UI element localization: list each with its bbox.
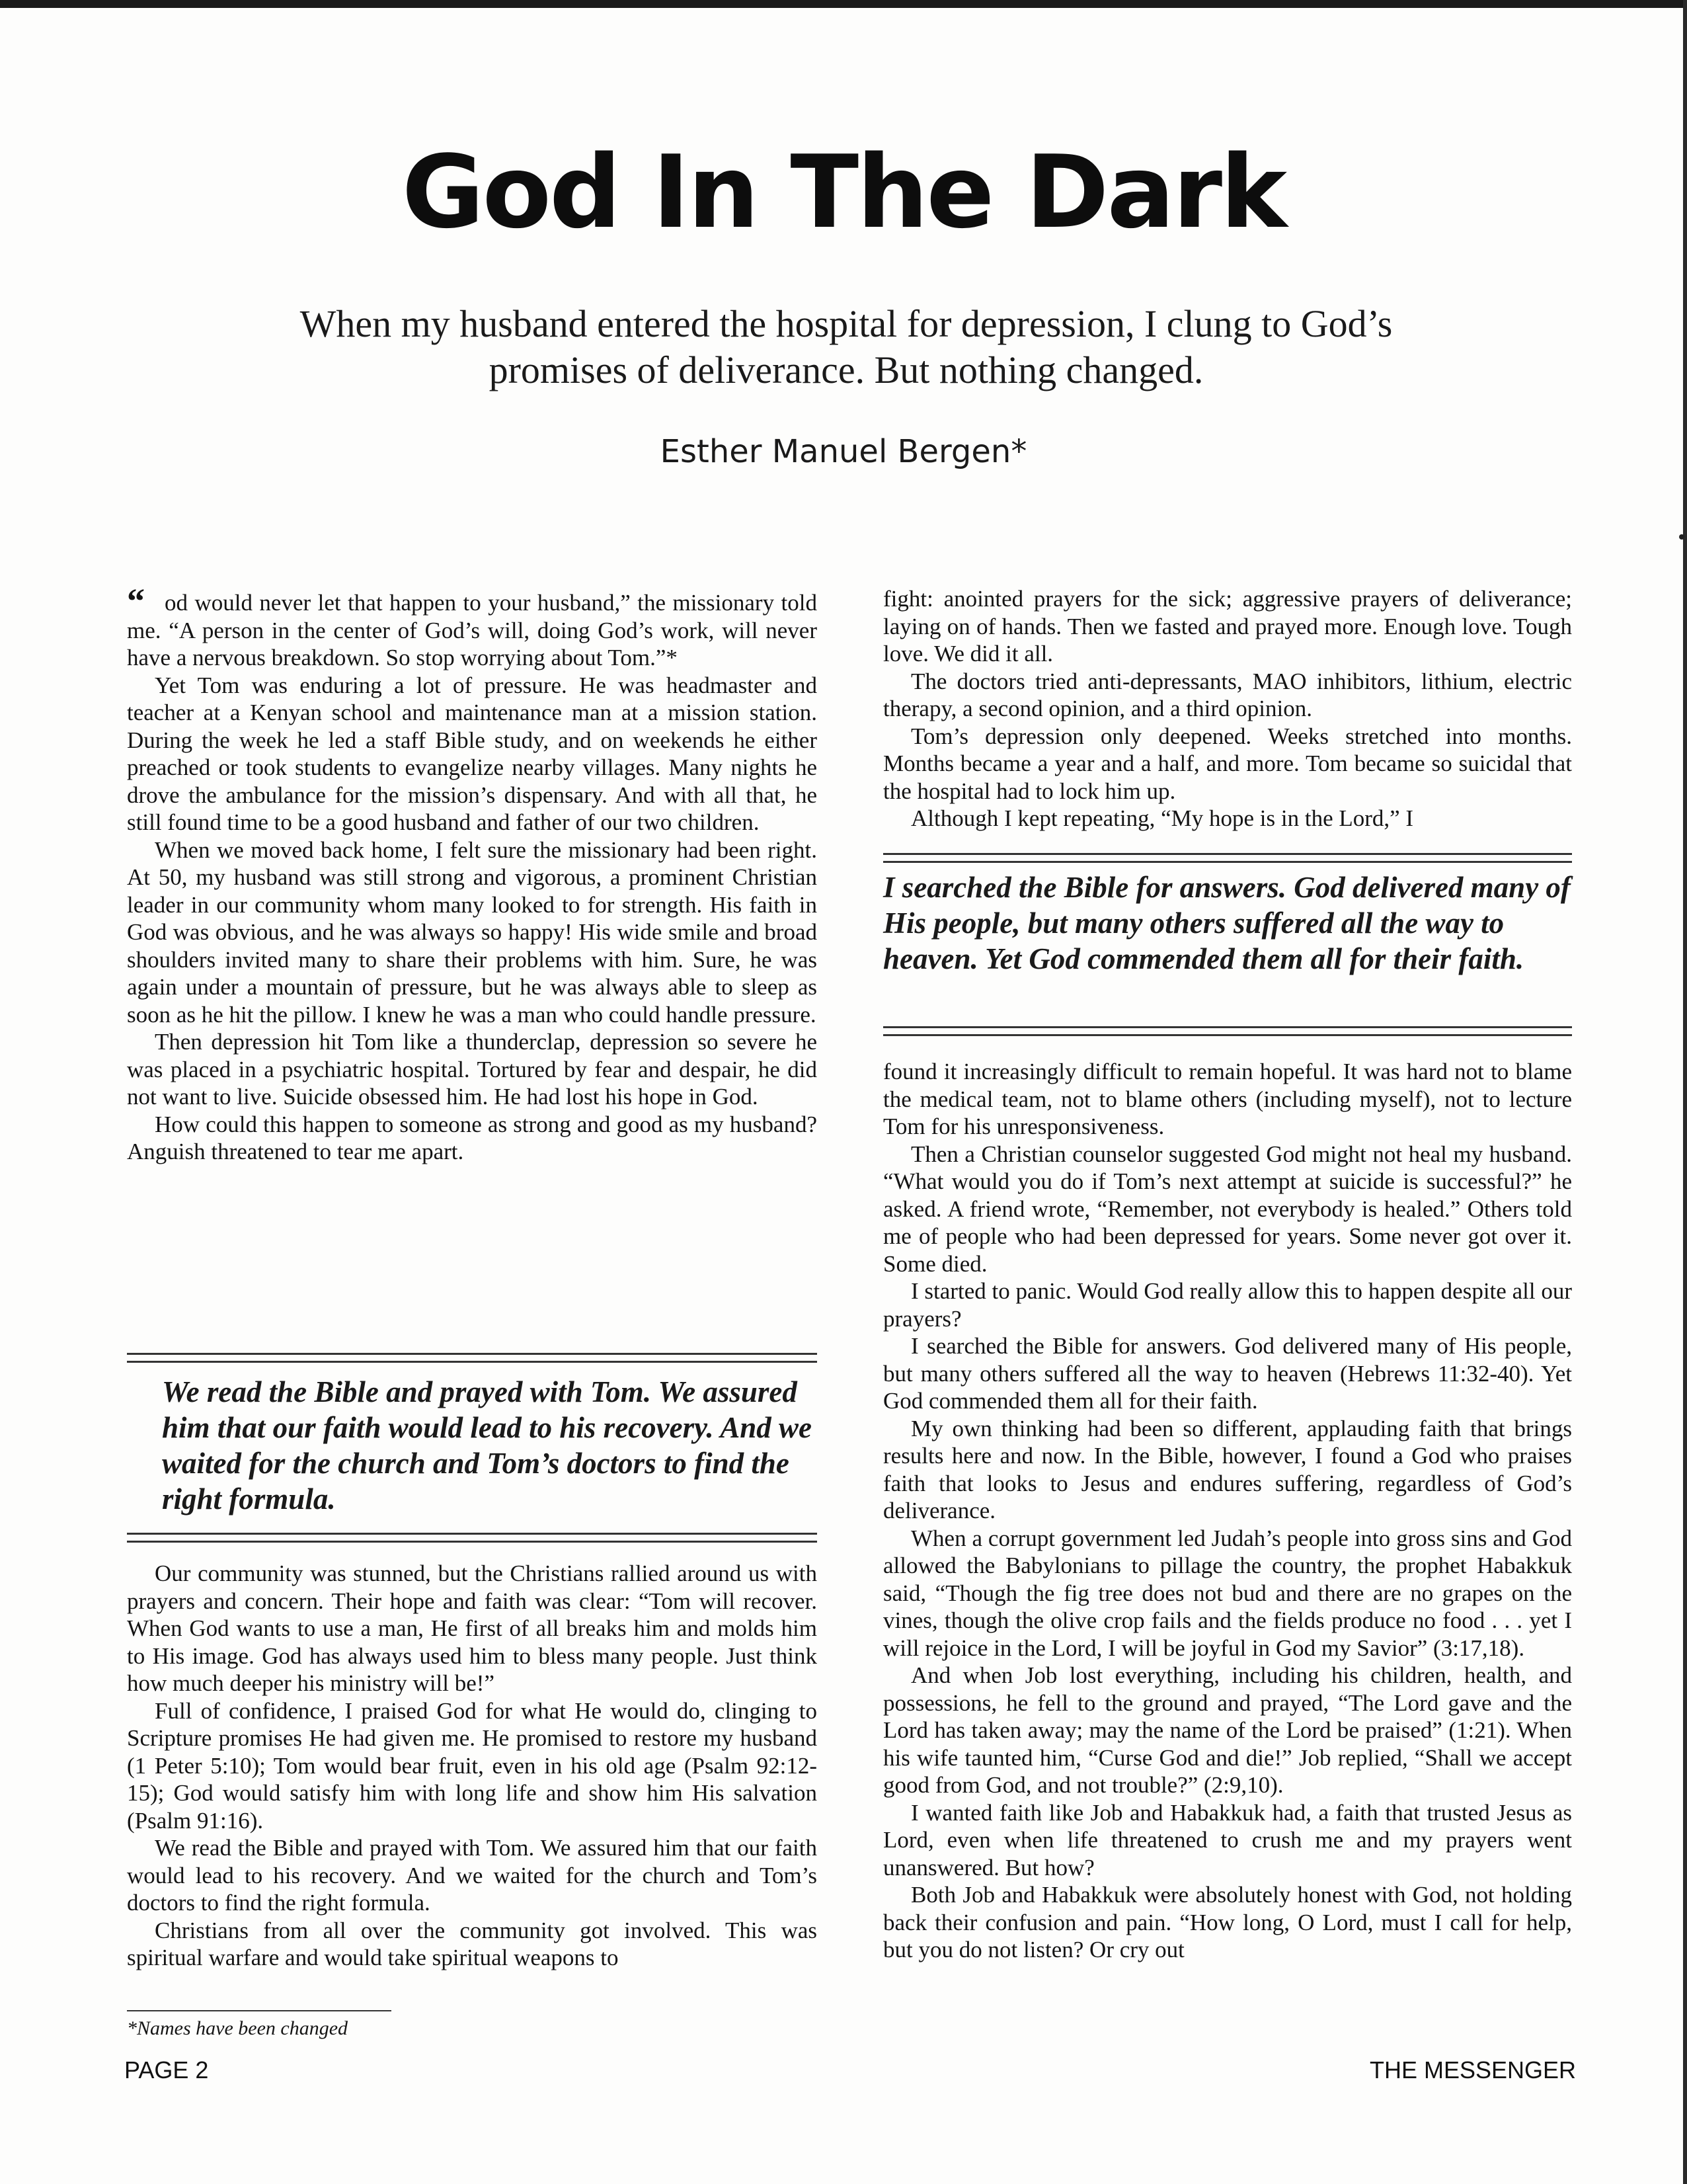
paragraph: Tom’s depression only deepened. Weeks stretched into months. Months became a year and a half, and more. Tom became so suicidal that the hospital had to lock him up. (883, 723, 1572, 804)
article-title: God In The Dark (401, 134, 1286, 251)
paragraph-text: od would never let that happen to your husband,” the missionary told me. “A person in the center of God’s will, doing God’s work, will never have a nervous breakdown. So stop worrying about Tom.”* (127, 590, 817, 670)
footnote-rule (127, 2010, 391, 2011)
paragraph: I searched the Bible for answers. God delivered many of His people, but many others suffered all the way to heaven (Hebrews 11:32-40). Yet God commended them all for their faith. (883, 1333, 1572, 1414)
top-edge-bar (0, 0, 1687, 8)
opening-quote-mark: “ (127, 581, 142, 621)
paragraph: Then a Christian counselor suggested God might not heal my husband. “What would you do if Tom’s next attempt at suicide is successful?” he asked. A friend wrote, “Remember, not everybody is healed.” Others told me of people who had been depressed for years. Some never got over it. Some died. (883, 1141, 1572, 1277)
paragraph: I started to panic. Would God really allow this to happen despite all our prayers? (883, 1278, 1572, 1332)
right-column-top (883, 585, 1572, 832)
right-column-bottom (883, 1058, 1572, 1964)
paragraph: Full of confidence, I praised God for what He would do, clinging to Scripture promises He had given me. He promised to restore my husband (1 Peter 5:10); Tom would bear fruit, even in his old age (Psalm 92:12-15); God would satisfy him with long life and show him His salvation (Psalm 91:16). (127, 1697, 817, 1834)
publication-name: THE MESSENGER (1369, 2056, 1576, 2083)
paragraph: fight: anointed prayers for the sick; aggressive prayers of deliverance; laying on of hands. Then we fasted and prayed more. Enough love. Tough love. We did it all. (883, 586, 1572, 667)
pull-quote-right: I searched the Bible for answers. God delivered many of His people, but many others suffered all the way to heaven. Yet God commended them all for their faith. (883, 871, 1571, 975)
paragraph: Yet Tom was enduring a lot of pressure. He was headmaster and teacher at a Kenyan school and maintenance man at a mission station. During the week he led a staff Bible study, and on weekends he either preached or took students to evangelize nearby villages. Many nights he drove the ambulance for the mission’s dispensary. And with all that, he still found time to be a good husband and father of our two children. (127, 672, 817, 835)
paragraph: Both Job and Habakkuk were absolutely honest with God, not holding back their confusion and pain. “How long, O Lord, must I call for help, but you do not listen? Or cry out (883, 1882, 1572, 1962)
left-column-bottom (127, 1560, 817, 1972)
paragraph: The doctors tried anti-depressants, MAO inhibitors, lithium, electric therapy, a second opinion, and a third opinion. (883, 668, 1572, 721)
article-subtitle: When my husband entered the hospital for depression, I clung to God’s promises of deliverance. But nothing changed. (299, 302, 1393, 391)
paragraph (127, 581, 817, 672)
paragraph: Then depression hit Tom like a thunderclap, depression so severe he was placed in a psychiatric hospital. Tortured by fear and despair, he did not want to live. Suicide obsessed him. He had lost his hope in God. (127, 1029, 817, 1110)
page-number: PAGE 2 (124, 2056, 209, 2083)
double-rule (127, 1353, 817, 1363)
right-edge-bar (1683, 0, 1687, 2184)
double-rule (883, 853, 1572, 863)
paragraph: I wanted faith like Job and Habakkuk had, a faith that trusted Jesus as Lord, even when life threatened to crush me and my prayers went unanswered. But how? (883, 1799, 1572, 1881)
paragraph: found it increasingly difficult to remain hopeful. It was hard not to blame the medical team, not to blame others (including myself), not to lecture Tom for his unresponsiveness. (883, 1059, 1572, 1139)
margin-mark (1679, 534, 1684, 540)
pull-quote-left: We read the Bible and prayed with Tom. We assured him that our faith would lead to his recovery. And we waited for the church and Tom’s doctors to find the right formula. (162, 1375, 812, 1516)
paragraph: When we moved back home, I felt sure the missionary had been right. At 50, my husband was still strong and vigorous, a prominent Christian leader in our community whom many looked to for strength. His faith in God was obvious, and he was always so happy! His wide smile and broad shoulders invited many to share their problems with him. Sure, he was again under a mountain of pressure, but he was always able to sleep as soon as he hit the pillow. I knew he was a man who could handle pressure. (127, 836, 817, 1028)
double-rule (127, 1533, 817, 1543)
footnote: *Names have been changed (127, 2017, 348, 2039)
paragraph: How could this happen to someone as strong and good as my husband? Anguish threatened to tear me apart. (127, 1111, 817, 1164)
paragraph: When a corrupt government led Judah’s people into gross sins and God allowed the Babylonians to pillage the country, the prophet Habakkuk said, “Though the fig tree does not bud and there are no grapes on the vines, though the olive crop fails and the fields produce no food . . . yet I will rejoice in the Lord, I will be joyful in God my Savior” (3:17,18). (883, 1525, 1572, 1661)
author-byline: Esther Manuel Bergen* (660, 433, 1027, 470)
paragraph: Christians from all over the community got involved. This was spiritual warfare and would take spiritual weapons to (127, 1917, 817, 1970)
paragraph: Our community was stunned, but the Christians rallied around us with prayers and concern. Their hope and faith was clear: “Tom will recover. When God wants to use a man, He first of all breaks him and molds him to His image. God has always used him to bless many people. Just think how much deeper his ministry will be!” (127, 1560, 817, 1696)
left-column-top (127, 581, 817, 1166)
paragraph: My own thinking had been so different, applauding faith that brings results here and now. In the Bible, however, I found a God who praises faith that looks to Jesus and endures suffering, regardless of God’s deliverance. (883, 1415, 1572, 1523)
paragraph: Although I kept repeating, “My hope is in the Lord,” I (911, 805, 1414, 831)
paragraph: We read the Bible and prayed with Tom. We assured him that our faith would lead to his recovery. And we waited for the church and Tom’s doctors to find the right formula. (127, 1835, 817, 1916)
paragraph: And when Job lost everything, including his children, health, and possessions, he fell to the ground and prayed, “The Lord gave and the Lord has taken away; may the name of the Lord be praised” (1:21). When his wife taunted him, “Curse God and die!” Job replied, “Shall we accept good from God, and not trouble?” (2:9,10). (883, 1662, 1572, 1798)
double-rule (883, 1026, 1572, 1036)
